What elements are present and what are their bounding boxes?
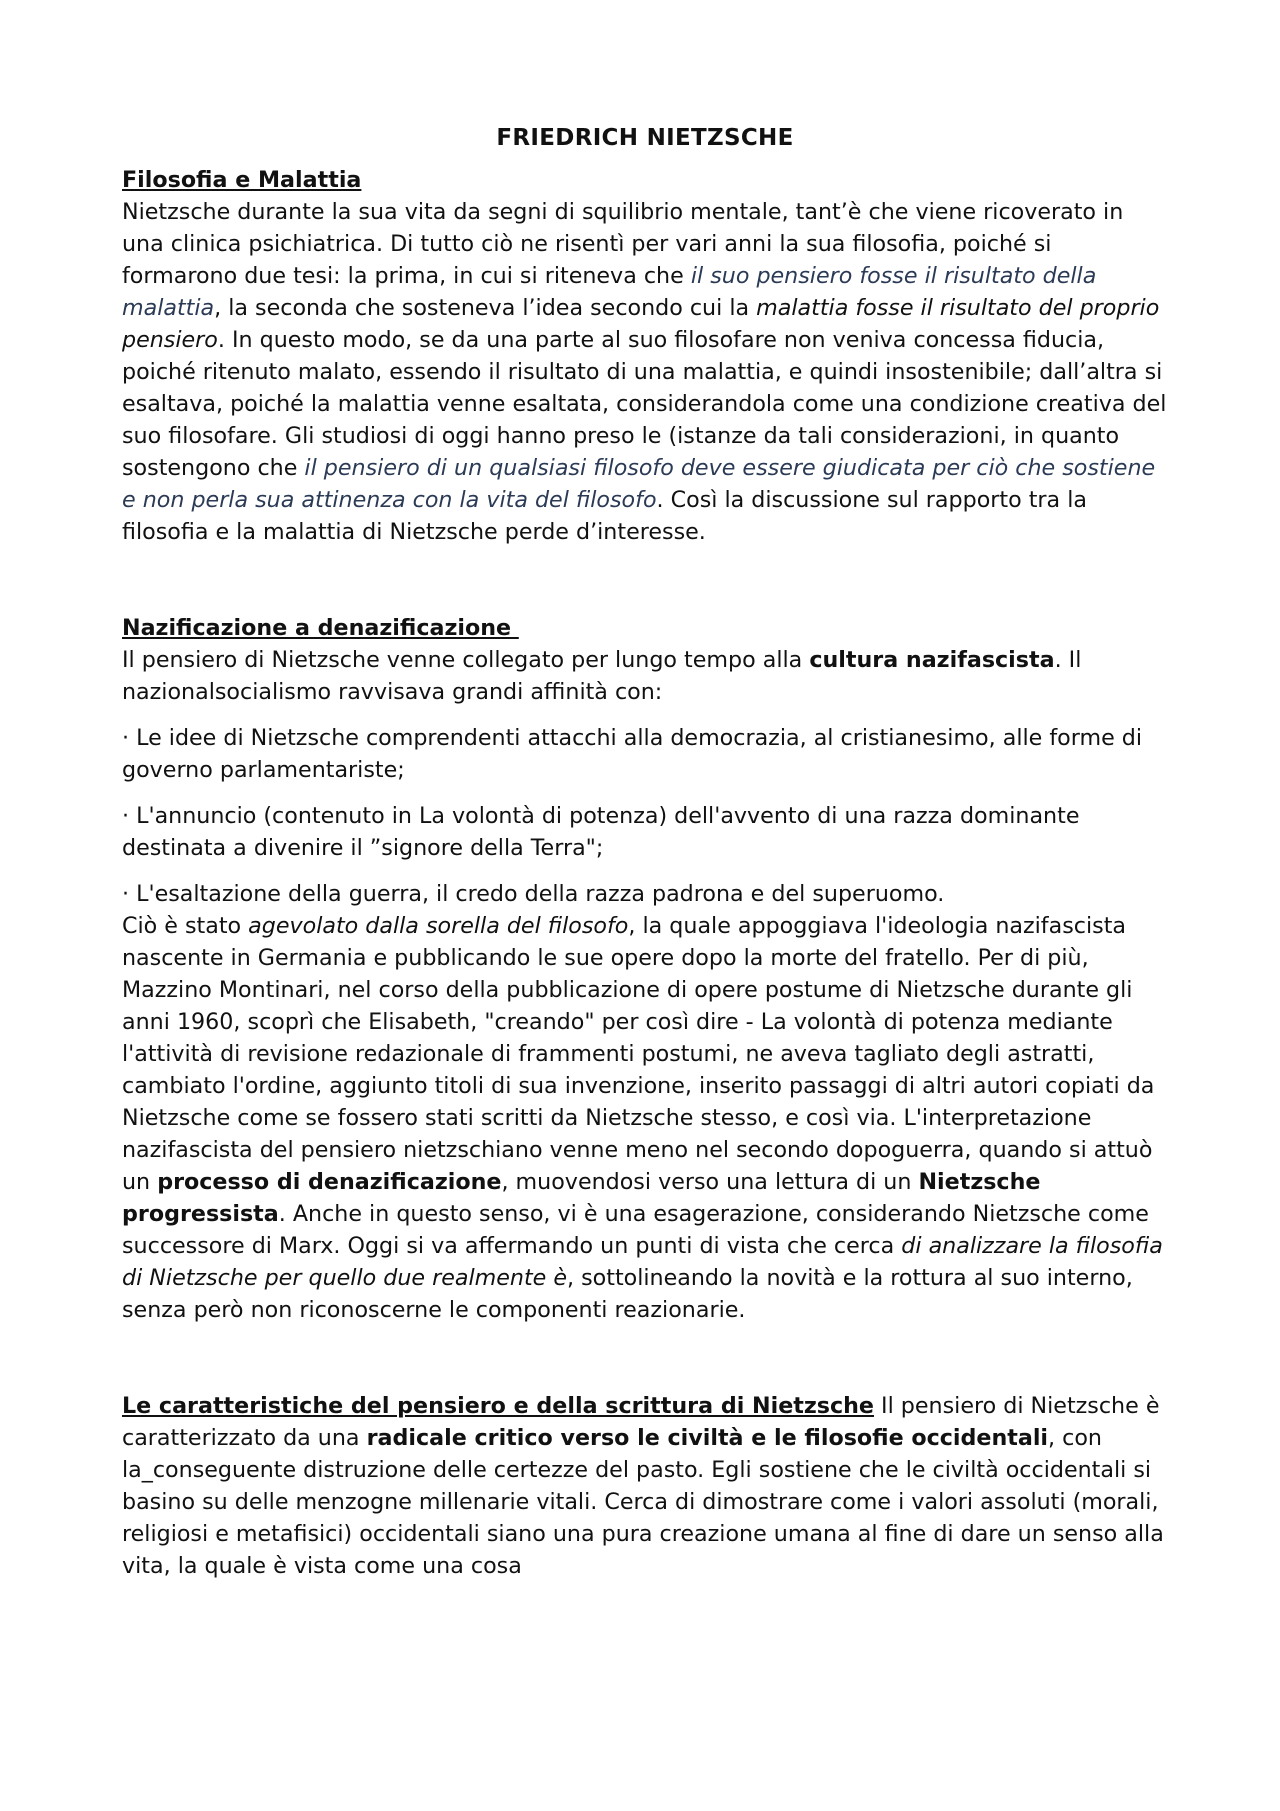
text-run: , la quale appoggiava l'ideologia nazifascista nascente in Germania e pubblicando le sue opere dopo la morte del fratello. Per di più, Mazzino Montinari, nel corso della pubblicazione di opere postume di Nietzsche durante gli anni 1960, scoprì che Elisabeth, "creando" per così dire - La volontà di potenza mediante l'attività di revisione redazionale di frammenti postumi, ne aveva tagliato degli astratti, cambiato l'ordine, aggiunto titoli di sua invenzione, inserito passaggi di altri autori copiati da Nietzsche come se fossero stati scritti da Nietzsche stesso, e così via. L'interpretazione nazifascista del pensiero nietzschiano venne meno nel secondo dopoguerra, quando si attuò un bbox=[122, 913, 1155, 1195]
section-heading: Filosofia e Malattia bbox=[122, 167, 362, 193]
bold-text: cultura nazifascista bbox=[809, 647, 1055, 673]
section-heading: Nazificazione a denazificazione bbox=[122, 615, 519, 641]
bullet-item: · Le idee di Nietzsche comprendenti attacchi alla democrazia, al cristianesimo, alle forme di governo parlamentariste; bbox=[122, 725, 1143, 783]
text-run: . In questo modo, se da una parte al suo filosofare non veniva concessa fiducia, poiché ritenuto malato, essendo il risultato di una malattia, e quindi insostenibile; dall’altra si esaltava, poiché la malattia venne esaltata, considerandola come una condizione creativa del suo filosofare. Gli studiosi di oggi hanno preso le (istanze da tali considerazioni, in quanto sostengono che bbox=[122, 327, 1167, 481]
section-caratteristiche bbox=[122, 1390, 1168, 1582]
text-run: , la seconda che sosteneva l’idea secondo cui la bbox=[214, 295, 757, 321]
text-run: Il pensiero di Nietzsche è caratterizzato da una bbox=[122, 1393, 1160, 1451]
text-run: . Anche in questo senso, vi è una esagerazione, considerando Nietzsche come successore di Marx. Oggi si va affermando un punti di vista che cerca bbox=[122, 1201, 1149, 1259]
section-filosofia-malattia bbox=[122, 164, 1168, 548]
emphasis-text: malattia fosse il risultato del proprio pensiero bbox=[122, 295, 1160, 353]
text-run: , sottolineando la novità e la rottura al suo interno, senza però non riconoscerne le componenti reazionarie. bbox=[122, 1265, 1133, 1323]
text-run: Ciò è stato bbox=[122, 913, 249, 939]
text-run: . Il nazionalsocialismo ravvisava grandi affinità con: bbox=[122, 647, 1082, 705]
page-title: FRIEDRICH NIETZSCHE bbox=[496, 125, 794, 151]
bold-text: Nietzsche progressista bbox=[122, 1169, 1041, 1227]
text-run: . Così la discussione sul rapporto tra la filosofia e la malattia di Nietzsche perde d’interesse. bbox=[122, 487, 1087, 545]
bold-text: radicale critico verso le civiltà e le filosofie occidentali bbox=[366, 1425, 1049, 1451]
paragraph bbox=[122, 644, 1168, 708]
text-run: Il pensiero di Nietzsche venne collegato per lungo tempo alla bbox=[122, 647, 810, 673]
text-run: , con la_conseguente distruzione delle certezze del pasto. Egli sostiene che le civiltà occidentali si basino su delle menzogne millenarie vitali. Cerca di dimostrare come i valori assoluti (morali, religiosi e metafisici) occidentali siano una pura creazione umana al fine di dare un senso alla vita, la quale è vista come una cosa bbox=[122, 1425, 1164, 1579]
section-heading: Le caratteristiche del pensiero e della scrittura di Nietzsche bbox=[122, 1393, 874, 1419]
paragraph bbox=[122, 1390, 1168, 1582]
emphasis-text: agevolato dalla sorella del filosofo bbox=[248, 913, 629, 939]
bullet-item: · L'esaltazione della guerra, il credo della razza padrona e del superuomo. bbox=[122, 881, 945, 907]
text-run: , muovendosi verso una lettura di un bbox=[501, 1169, 919, 1195]
section-nazificazione bbox=[122, 612, 1168, 1326]
emphasis-text: il suo pensiero fosse il risultato della malattia bbox=[122, 263, 1097, 321]
emphasis-text: il pensiero di un qualsiasi filosofo deve essere giudicata per ciò che sostiene e non perla sua attinenza con la vita del filosofo bbox=[122, 455, 1156, 513]
emphasis-text: di analizzare la filosofia di Nietzsche per quello due realmente è bbox=[122, 1233, 1163, 1291]
paragraph bbox=[122, 910, 1168, 1326]
paragraph bbox=[122, 196, 1168, 548]
text-run: Nietzsche durante la sua vita da segni di squilibrio mentale, tant’è che viene ricoverato in una clinica psichiatrica. Di tutto ciò ne risentì per vari anni la sua filosofia, poiché si formarono due tesi: la prima, in cui si riteneva che bbox=[122, 199, 1124, 289]
bold-text: processo di denazificazione bbox=[157, 1169, 502, 1195]
bullet-item: · L'annuncio (contenuto in La volontà di potenza) dell'avvento di una razza dominante destinata a divenire il ”signore della Terra"; bbox=[122, 803, 1080, 861]
